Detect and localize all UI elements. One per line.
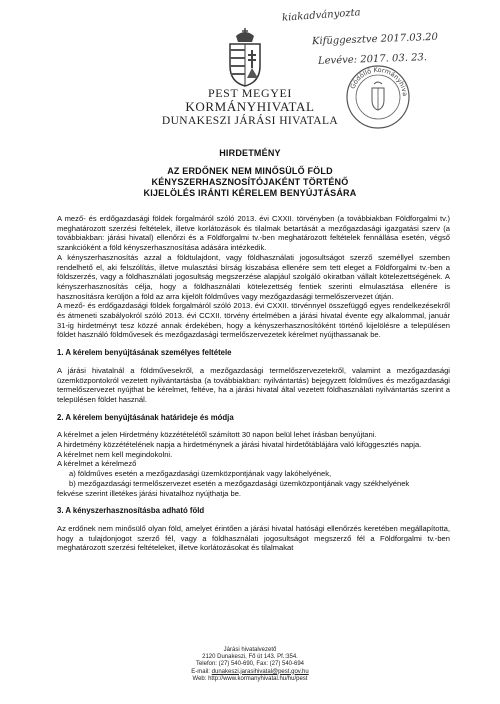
stamp-text: Gödöllő Kormányhiva (348, 65, 410, 97)
issuing-office (120, 86, 380, 128)
office-line-county: PEST MEGYEI (207, 86, 293, 100)
office-contact-footer (150, 647, 350, 683)
section-2-competent-office: fekvése szerint illetékes járási hivatalhoz nyújthatja be. (57, 488, 242, 498)
notice-title-line-2: KÉNYSZERHASZNOSÍTÓJAKÉNT TÖRTÉNŐ (151, 177, 349, 187)
section-2-heading: 2. A kérelem benyújtásának határideje és módja (57, 412, 234, 422)
section-2-no-reason: A kérelmet nem kell megindokolni. (57, 449, 173, 459)
footer-web-label: Web: (192, 675, 207, 682)
footer-email-line (150, 669, 350, 676)
section-2-deadline: A kérelmet a jelen Hirdetmény közzétételétől számított 30 napon belül lehet írásban benyújtani. (57, 430, 377, 440)
paragraph-intro: A mező- és erdőgazdasági földek forgalmáról szóló 2013. évi CXXII. törvényben (a továbbiakban Földforgalmi tv.) meghatározott szerzési feltételek, illetve korlátozások és tilalmak betartását a mezőgazdasági igazgatási szerv (a továbbiakban: járási hivatal) ellenőrzi és a Földforgalmi tv.-ben meghatározott feltételek fennállása esetén, végső szankcióként a föld kényszerhasznosítása adására intézkedik. (57, 214, 450, 253)
notice-body (57, 214, 450, 553)
section-2-applicant: A kérelmet a kérelmező (57, 459, 137, 469)
footer-email-label: E-mail: (191, 668, 210, 675)
office-line-district: DUNAKESZI JÁRÁSI HIVATALA (161, 115, 339, 127)
section-1-heading: 1. A kérelem benyújtásának személyes feltétele (57, 348, 232, 358)
coat-of-arms-icon (222, 28, 268, 88)
section-3-text: Az erdőnek nem minősülő olyan föld, amelyet érintően a járási hivatal hatósági ellenőrzés keretében megállapította, hogy a tulajdonjogot szerző fél, vagy a földhasználati jogosultságot megszerző fél a Földforgalmi tv.-ben meghatározott szerzési feltételeket, illetve korlátozásokat és tilalmakat (57, 523, 450, 553)
footer-web-line (150, 676, 350, 683)
section-2-publication-date: A hirdetmény közzétételének napja a hirdetménynek a járási hivatal hirdetőtáblájára való kifüggesztés napja. (57, 440, 422, 450)
notice-title-line-1: AZ ERDŐNEK NEM MINŐSÜLŐ FÖLD (167, 166, 333, 176)
section-3-heading: 3. A kényszerhasznosításba adható föld (57, 506, 205, 516)
paragraph-forced-use: A kényszerhasznosítás azzal a földtulajdont, vagy földhasználati jogosultságot szerző személlyel szemben rendelhető el, aki felszólítás, illetve mulasztási bírság kiszabása ellenére sem tett eleget a Földforgalmi tv.-ben a földszerzés, vagy a földhasználati jogosultság megszerzése alapjául szolgáló okiratban vállalt kötelezettségének. A kényszerhasznosítás célja, hogy a földhasználati kötelezettség fentiek szerinti elmulasztása ellenére is hasznosításra kerüljön a föld az arra kijelölt földműves vagy mezőgazdasági termelőszervezet útján. (57, 252, 450, 301)
footer-phone-fax: Telefon: (27) 540-690, Fax: (27) 540-694 (195, 661, 305, 668)
official-stamp-icon (345, 64, 411, 130)
handwritten-note-posted: Kifüggesztve 2017.03.20 (311, 31, 439, 48)
footer-email-link[interactable]: dunakeszi.jarasihivatal@pest.gov.hu (211, 668, 309, 675)
footer-address: 2120 Dunakeszi, Fő út 143. Pf.:354. (202, 654, 298, 661)
office-line-government: KORMÁNYHIVATAL (185, 99, 315, 114)
notice-title-line-3: KIJELÖLÉS IRÁNTI KÉRELEM BENYÚJTÁSÁRA (143, 188, 357, 198)
section-2-option-b: b) mezőgazdasági termelőszervezet esetén a mezőgazdasági üzemközpontjának vagy székhelyének (69, 478, 410, 488)
section-2-option-a: a) földműves esetén a mezőgazdasági üzemközpontjának vagy lakóhelyének, (69, 469, 332, 479)
section-1-text: A járási hivatalnál a földművesekről, a mezőgazdasági termelőszervezetekről, valamint a mezőgazdasági üzemközpontokról vezetett nyilvántartásba (a továbbiakban: nyilvántartás) bejegyzett földműves és mezőgazdasági termelőszervezet nyújthat be kérelmet, feltéve, ha a járási hivatal által vezetett földhasználati nyilvántartás szerint a településen földet használ. (57, 365, 450, 404)
paragraph-legal-basis: A mező- és erdőgazdasági földek forgalmáról szóló 2013. évi CXXII. törvénnyel összefüggő egyes rendelkezésekről és átmeneti szabályokról szóló 2013. évi CCXII. törvény értelmében a járási hivatal évente egy alkalommal, január 31-ig hirdetményt tesz közzé annak érdekében, hogy a kényszerhasznosítóként történő kijelölésre a településen földet használó földművesek és mezőgazdasági termelőszervezetek kérelmet nyújthassanak be. (57, 301, 450, 340)
footer-signatory: Járási hivatalvezető (223, 647, 277, 653)
footer-web-link[interactable]: http://www.kormanyhivatal.hu/hu/pest (208, 675, 308, 682)
handwritten-note-removed: Levéve: 2017. 03. 23. (317, 52, 428, 67)
handwritten-note-1: kiakadványozta (281, 7, 361, 24)
notice-heading: HIRDETMÉNY (219, 148, 281, 158)
